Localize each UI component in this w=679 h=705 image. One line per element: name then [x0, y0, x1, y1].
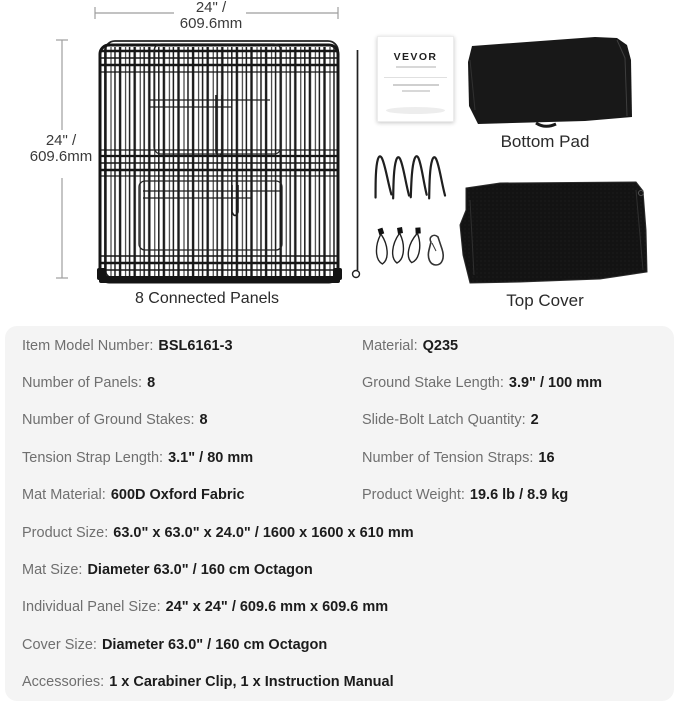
spec-row — [22, 514, 674, 551]
spec-label: Tension Strap Length: — [22, 449, 164, 466]
manual-text-bar — [393, 84, 439, 86]
spec-label: Product Weight: — [362, 487, 465, 504]
spec-row — [22, 477, 674, 514]
spec-value: 8 — [147, 375, 156, 392]
spec-label: Cover Size: — [22, 636, 97, 653]
connecting-rod-icon — [353, 50, 360, 278]
spec-value: 16 — [538, 449, 555, 466]
spec-row — [22, 626, 674, 663]
spec-label: Product Size: — [22, 524, 109, 541]
spec-value: 24" x 24" / 609.6 mm x 609.6 mm — [165, 599, 389, 616]
carabiner-clip-icon — [428, 235, 443, 265]
spec-row — [22, 551, 674, 588]
spec-label: Individual Panel Size: — [22, 599, 161, 616]
panel-grid-icon — [97, 41, 342, 283]
bottom-pad-icon — [468, 37, 632, 126]
spec-product-weight — [362, 487, 568, 503]
spec-value: 600D Oxford Fabric — [110, 487, 245, 504]
spec-label: Slide-Bolt Latch Quantity: — [362, 412, 526, 429]
spec-value: 3.9" / 100 mm — [508, 375, 603, 392]
spec-row — [22, 364, 674, 401]
spec-row — [22, 402, 674, 439]
spec-row — [22, 664, 674, 701]
spec-value: 2 — [530, 412, 539, 429]
spec-value: Q235 — [422, 337, 459, 354]
spec-label: Mat Material: — [22, 487, 106, 504]
spec-row — [22, 589, 674, 626]
product-illustration — [0, 0, 679, 320]
spec-item-model-number — [22, 338, 362, 354]
spec-value: 3.1" / 80 mm — [168, 449, 254, 466]
manual-divider — [384, 77, 447, 78]
spec-ground-stake-length — [362, 375, 602, 391]
spec-value: BSL6161-3 — [158, 337, 233, 354]
spec-accessories — [22, 674, 394, 690]
spec-material — [362, 338, 458, 354]
spec-slide-bolt-latch-qty — [362, 412, 539, 428]
spec-value: 8 — [199, 412, 208, 429]
spec-mat-size — [22, 562, 313, 578]
manual-subtitle-bar — [396, 66, 436, 68]
instruction-manual — [377, 36, 454, 122]
spec-value: Diameter 63.0" / 160 cm Octagon — [101, 636, 328, 653]
top-dimension-line2: 609.6mm — [179, 15, 243, 32]
top-cover-caption: Top Cover — [506, 291, 584, 310]
panels-caption: 8 Connected Panels — [134, 290, 280, 307]
spec-value: 1 x Carabiner Clip, 1 x Instruction Manual — [109, 674, 394, 691]
spec-label: Accessories: — [22, 674, 105, 691]
spec-value: Diameter 63.0" / 160 cm Octagon — [87, 562, 313, 579]
top-dimension-label — [153, 0, 269, 32]
spec-product-size — [22, 525, 414, 541]
left-dimension-line1: 24" / — [45, 132, 77, 149]
spec-label: Ground Stake Length: — [362, 375, 504, 392]
spec-tension-strap-length — [22, 450, 362, 466]
left-dimension-line2: 609.6mm — [29, 148, 93, 165]
spec-label: Number of Panels: — [22, 375, 143, 392]
manual-text-bar — [402, 90, 430, 92]
manual-page-curl — [386, 107, 445, 114]
ground-stakes-icon — [373, 156, 445, 199]
manual-brand-logo: VEVOR — [393, 51, 438, 63]
spec-number-of-panels — [22, 375, 362, 391]
spec-number-of-ground-stakes — [22, 412, 362, 428]
left-dimension-label — [10, 133, 112, 165]
spec-row — [22, 327, 674, 364]
spec-label: Number of Ground Stakes: — [22, 412, 195, 429]
spec-cover-size — [22, 637, 327, 653]
bottom-pad-caption: Bottom Pad — [500, 132, 590, 151]
spec-card — [5, 326, 674, 701]
spec-value: 19.6 lb / 8.9 kg — [469, 487, 569, 504]
top-cover-icon — [460, 182, 647, 283]
spec-mat-material — [22, 487, 362, 503]
spec-row — [22, 439, 674, 476]
spec-individual-panel-size — [22, 599, 388, 615]
spec-value: 63.0" x 63.0" x 24.0" / 1600 x 1600 x 610 mm — [113, 524, 414, 541]
tension-straps-icon — [373, 226, 422, 264]
spec-label: Material: — [362, 337, 418, 354]
top-dimension-line1: 24" / — [195, 0, 227, 16]
spec-label: Item Model Number: — [22, 337, 154, 354]
spec-label: Number of Tension Straps: — [362, 449, 534, 466]
spec-number-of-tension-straps — [362, 450, 555, 466]
spec-label: Mat Size: — [22, 562, 83, 579]
